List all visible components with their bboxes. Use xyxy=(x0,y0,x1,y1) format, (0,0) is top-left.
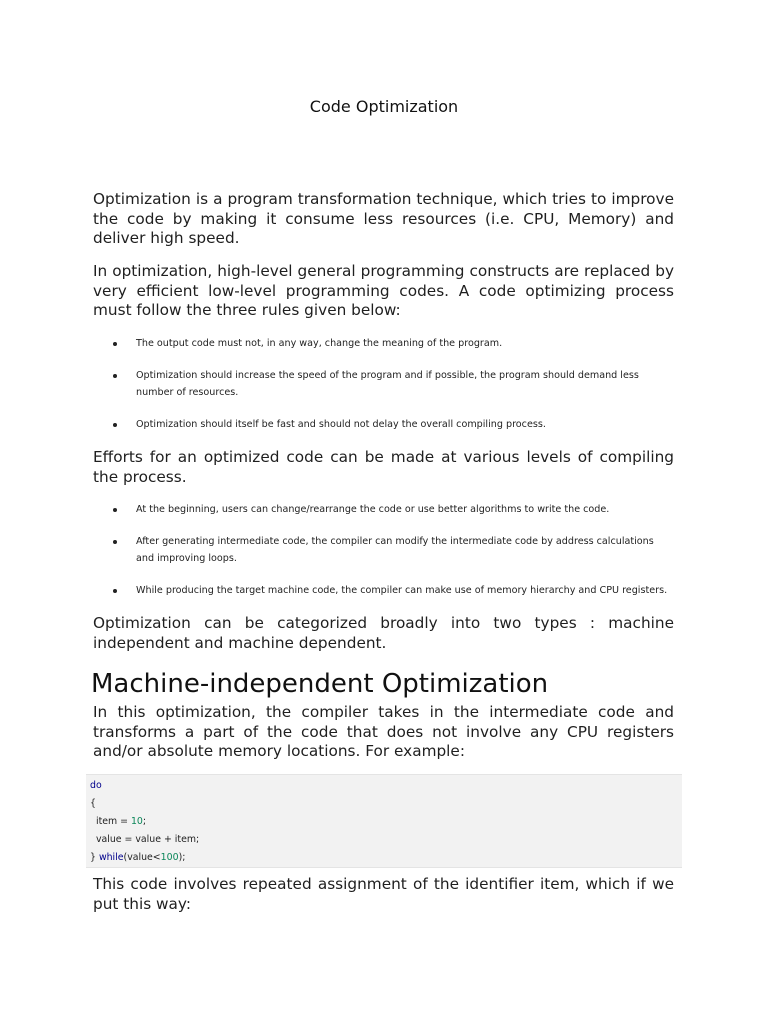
types-paragraph: Optimization can be categorized broadly into two types : machine independent and machine dependent. xyxy=(93,614,674,652)
code-text: item = xyxy=(90,816,131,827)
list-item: While producing the target machine code, the compiler can make use of memory hierarchy and CPU registers. xyxy=(93,582,674,599)
code-number: 10 xyxy=(130,816,143,827)
list-item: Optimization should itself be fast and should not delay the overall compiling process. xyxy=(93,416,674,433)
code-keyword: do xyxy=(90,780,102,791)
code-line: { xyxy=(90,798,96,809)
code-line: value = value + item; xyxy=(90,834,200,845)
levels-paragraph: Efforts for an optimized code can be made at various levels of compiling the process. xyxy=(93,448,674,486)
rules-paragraph: In optimization, high-level general programming constructs are replaced by very efficient low-level programming codes. A code optimizing process must follow the three rules given below: xyxy=(93,262,674,319)
code-block xyxy=(86,774,682,868)
intro-paragraph: Optimization is a program transformation technique, which tries to improve the code by making it consume less resources (i.e. CPU, Memory) and deliver high speed. xyxy=(93,190,674,247)
code-line xyxy=(90,816,146,828)
page-title: Code Optimization xyxy=(309,97,459,116)
rules-list xyxy=(93,335,674,448)
code-line xyxy=(90,780,102,792)
section-paragraph: In this optimization, the compiler takes in the intermediate code and transforms a part of the code that does not involve any CPU registers and/or absolute memory locations. For example: xyxy=(93,703,674,760)
code-keyword: while xyxy=(98,852,124,863)
list-item: The output code must not, in any way, change the meaning of the program. xyxy=(93,335,674,352)
section-heading: Machine-independent Optimization xyxy=(91,669,549,699)
code-line xyxy=(90,852,185,864)
code-number: 100 xyxy=(160,852,179,863)
code-text: ; xyxy=(142,816,147,827)
list-item: At the beginning, users can change/rearrange the code or use better algorithms to write the code. xyxy=(93,501,674,518)
closing-paragraph: This code involves repeated assignment of the identifier item, which if we put this way: xyxy=(93,875,674,913)
code-text: } xyxy=(90,852,99,863)
list-item: Optimization should increase the speed of the program and if possible, the program should demand less number of resources. xyxy=(93,367,674,401)
levels-list xyxy=(93,501,674,614)
code-text: (value< xyxy=(123,852,161,863)
code-text: ); xyxy=(178,852,186,863)
list-item: After generating intermediate code, the compiler can modify the intermediate code by address calculations and improving loops. xyxy=(93,533,674,567)
